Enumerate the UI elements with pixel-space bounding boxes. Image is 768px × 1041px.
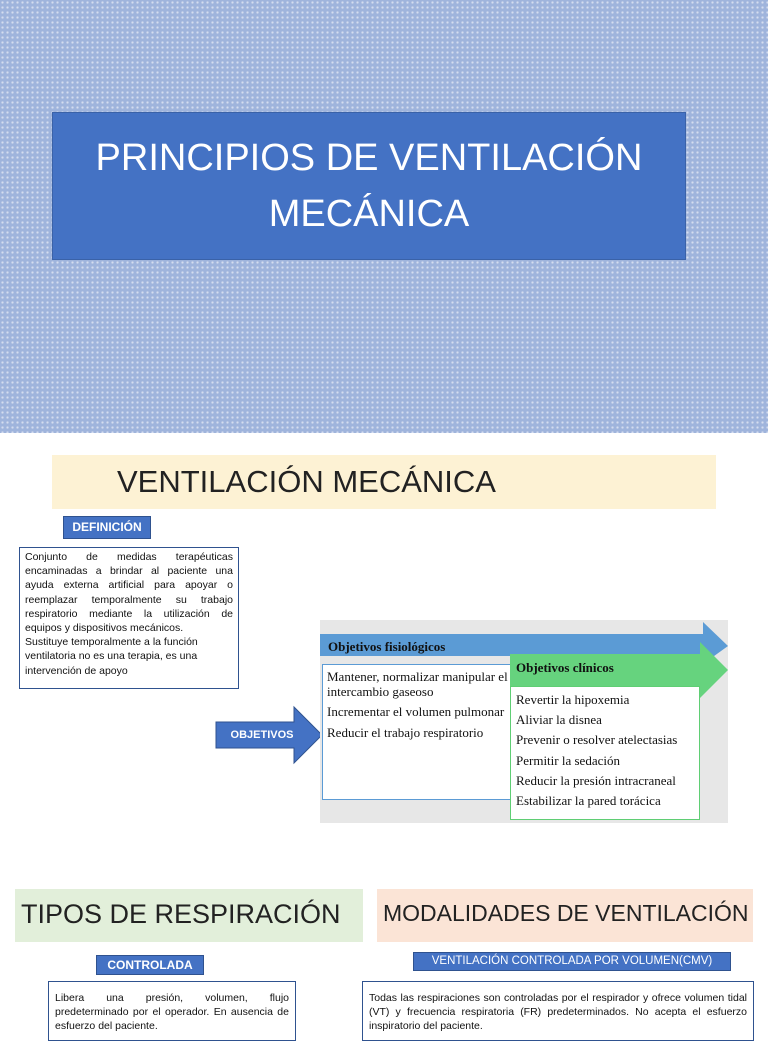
ventilacion-heading: VENTILACIÓN MECÁNICA (52, 455, 716, 509)
definicion-text: Conjunto de medidas terapéuticas encaminadas a brindar al paciente una ayuda externa artificial para apoyar o reemplazar temporalmente su trabajo respiratorio mediante la utilización de equipos y dispositivos mecánicos. (25, 551, 233, 635)
definicion-label: DEFINICIÓN (63, 516, 151, 539)
controlada-label: CONTROLADA (96, 955, 204, 975)
list-item: Reducir la presión intracraneal (516, 772, 676, 788)
list-item: Estabilizar la pared torácica (516, 793, 661, 809)
list-item: Incrementar el volumen pulmonar (327, 704, 505, 719)
fisiologicos-title: Objetivos fisiológicos (328, 639, 446, 654)
modalidades-heading: MODALIDADES DE VENTILACIÓN (377, 889, 753, 942)
cmv-label: VENTILACIÓN CONTROLADA POR VOLUMEN(CMV) (413, 952, 731, 971)
presentation-title: PRINCIPIOS DE VENTILACIÓN MECÁNICA (52, 112, 686, 260)
cmv-box: Todas las respiraciones son controladas por el respirador y ofrece volumen tidal (VT) y frecuencia respiratoria (FR) predeterminados. No acepta el esfuerzo inspiratorio del paciente. (362, 981, 754, 1041)
list-item: Permitir la sedación (516, 752, 620, 768)
definicion-text-extra: Sustituye temporalmente a la función ventilatoria no es una terapia, es una intervención de apoyo (25, 636, 198, 677)
objetivos-diagram (320, 620, 728, 823)
fisiologicos-list (327, 670, 517, 746)
definicion-box (19, 547, 239, 689)
objetivos-label: OBJETIVOS (230, 729, 294, 741)
list-item: Revertir la hipoxemia (516, 692, 630, 707)
list-item: Aliviar la disnea (516, 712, 602, 728)
clinicos-title: Objetivos clínicos (516, 660, 614, 675)
list-item: Prevenir o resolver atelectasias (516, 732, 678, 748)
controlada-box: Libera una presión, volumen, flujo predeterminado por el operador. En ausencia de esfuerzo del paciente. (48, 981, 296, 1041)
tipos-heading: TIPOS DE RESPIRACIÓN (15, 889, 363, 942)
list-item: Mantener, normalizar manipular el intercambio gaseoso (327, 669, 508, 699)
title-slide (0, 0, 768, 433)
clinicos-list (516, 690, 700, 811)
list-item: Reducir el trabajo respiratorio (327, 724, 484, 740)
